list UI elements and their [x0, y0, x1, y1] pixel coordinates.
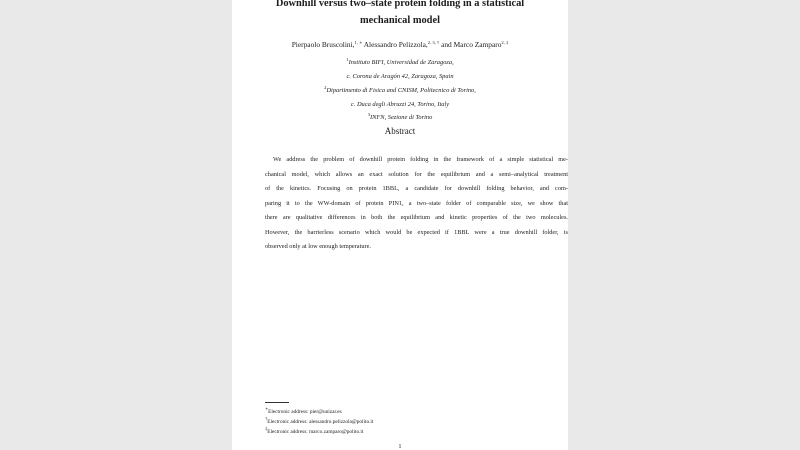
author-3-affiliation-mark: 2, ‡	[501, 40, 509, 45]
footnote-text: Electronic address: alessandro.pelizzola@polito.it	[267, 419, 374, 425]
footnote	[265, 425, 363, 436]
footnote-text: Electronic address: marco.zamparo@polito.it	[267, 429, 364, 435]
author-2: Alessandro Pelizzola,	[363, 40, 428, 49]
author-3: and Marco Zamparo	[441, 40, 502, 49]
affiliation-text: c. Corona de Aragón 42, Zaragoza, Spain	[346, 73, 454, 80]
paper-page	[232, 0, 568, 450]
paper-title-line-1: Downhill versus two–state protein folding in a statistical	[275, 0, 525, 9]
abstract-line: of the kinetics. Focusing on protein 1BBL, a candidate for downhill folding behavior, and com-	[265, 185, 568, 192]
affiliation-text: c. Duca degli Abruzzi 24, Torino, Italy	[350, 101, 450, 108]
affiliation-mark: 1	[346, 57, 349, 62]
author-1: Pierpaolo Bruscolini,	[291, 40, 355, 49]
page-number: 1	[398, 443, 402, 450]
abstract-line: However, the barrierless scenario which would be expected if 1BBL were a true downhill folder, is	[265, 229, 568, 236]
affiliation-mark: 3	[367, 112, 371, 117]
affiliation-line	[232, 110, 568, 122]
author-list	[232, 38, 568, 50]
abstract-line: observed only at low enough temperature.	[265, 243, 371, 250]
footnote-mark: †	[265, 416, 268, 421]
affiliation-line	[232, 69, 568, 81]
affiliation-line	[232, 55, 568, 67]
footnote-mark: ∗	[265, 406, 269, 411]
affiliation-text: Instituto BIFI, Universidad de Zaragoza,	[348, 59, 454, 66]
affiliation-mark: 2	[324, 85, 327, 90]
affiliation-line	[232, 83, 568, 95]
paper-title-line-2: mechanical model	[360, 15, 440, 26]
footnote-mark: ‡	[265, 426, 268, 431]
abstract-heading: Abstract	[384, 126, 416, 136]
abstract-line: We address the problem of downhill protein folding in the framework of a simple statistical me-	[273, 156, 568, 163]
author-2-affiliation-mark: 2, 3, †	[427, 40, 440, 45]
abstract-line: there are qualitative differences in both the equilibrium and kinetic properties of the two molecules.	[265, 214, 568, 221]
abstract-line: paring it to the WW-domain of protein PIN1, a two–state folder of comparable size, we show that	[265, 200, 568, 207]
abstract-line: chanical model, which allows an exact solution for the equilibrium and a semi–analytical treatment	[265, 171, 568, 178]
author-1-affiliation-mark: 1, ∗	[354, 40, 363, 45]
affiliation-text: Dipartimento di Fisica and CNISM, Politecnico di Torino,	[326, 87, 476, 94]
footnote-rule	[265, 402, 289, 403]
footnote-text: Electronic address: pier@unizar.es	[268, 409, 342, 415]
affiliation-text: INFN, Sezione di Torino	[370, 114, 433, 121]
affiliation-line	[232, 97, 568, 109]
